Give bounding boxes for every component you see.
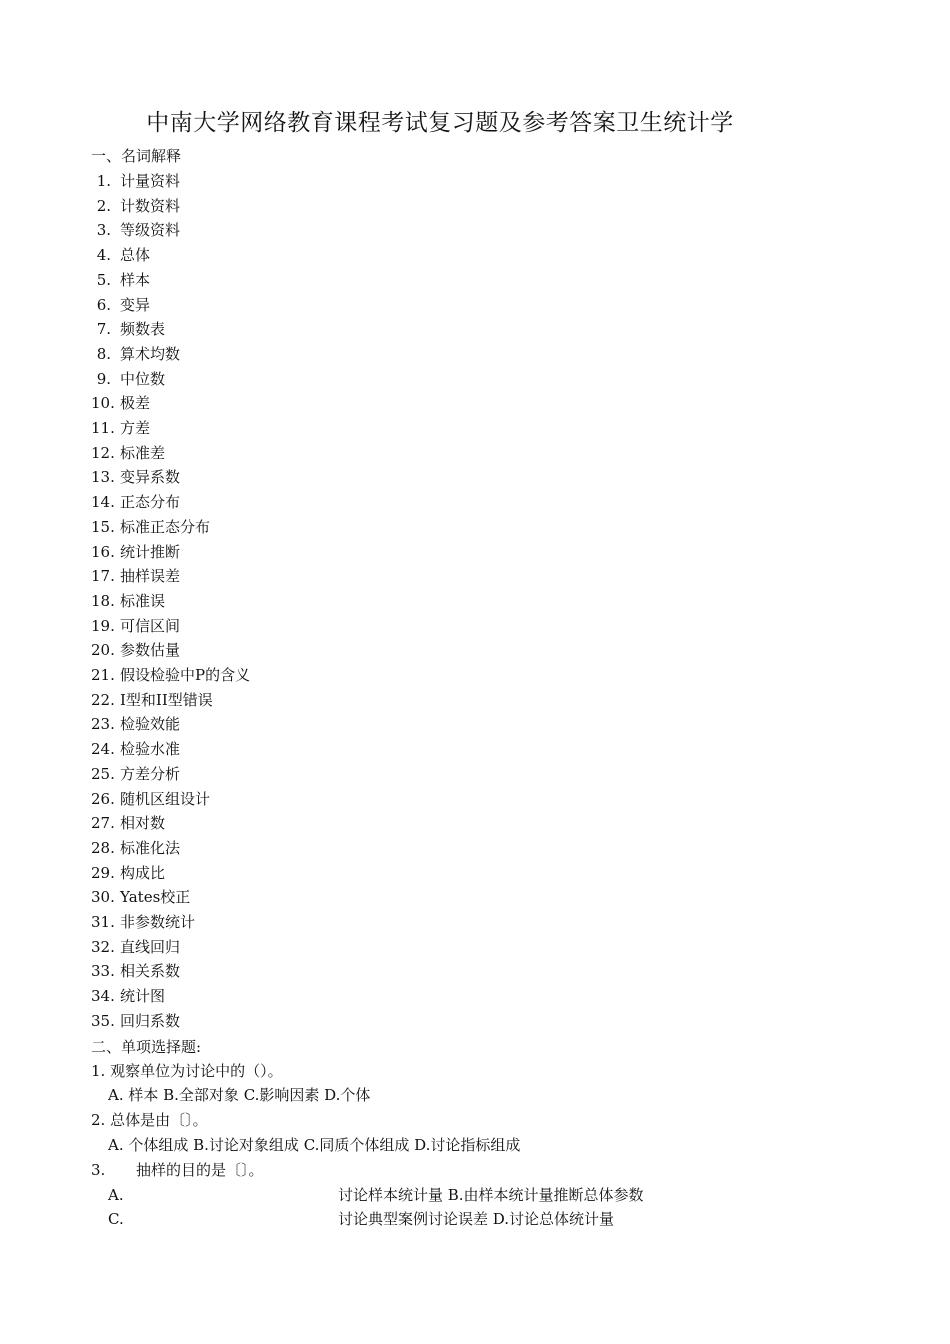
term-number: 34. <box>91 987 115 1006</box>
term-item <box>91 418 150 438</box>
term-text: 标准误 <box>120 591 166 610</box>
term-text: 正态分布 <box>120 493 181 512</box>
term-item <box>91 961 180 981</box>
term-item <box>91 245 150 265</box>
term-item <box>91 319 165 339</box>
term-item <box>91 813 165 833</box>
term-text: 变异系数 <box>120 468 181 487</box>
term-item <box>91 1011 180 1031</box>
term-text: 统计推断 <box>120 542 181 561</box>
term-number: 5. <box>96 270 111 289</box>
question-3-option-c-text: 讨论典型案例讨论误差 D.讨论总体统计量 <box>338 1210 615 1228</box>
term-item <box>91 591 165 611</box>
term-text: 检验水准 <box>120 740 181 759</box>
term-item <box>91 344 180 364</box>
term-number: 9. <box>96 369 111 388</box>
term-number: 22. <box>91 690 115 709</box>
term-text: 构成比 <box>120 863 166 882</box>
term-text: 标准差 <box>120 443 166 462</box>
term-number: 10. <box>91 394 115 413</box>
term-number: 21. <box>91 666 115 684</box>
term-number: 16. <box>91 542 115 561</box>
term-text: 相对数 <box>120 814 166 833</box>
document-title: 中南大学网络教育课程考试复习题及参考答案卫生统计学 <box>146 110 734 136</box>
term-text: 变异 <box>120 295 151 314</box>
term-text: 计量资料 <box>120 172 181 190</box>
term-text: 参数估量 <box>120 641 181 660</box>
term-number: 1. <box>96 172 111 190</box>
term-text: 直线回归 <box>120 937 181 956</box>
term-item <box>91 640 180 660</box>
term-item <box>91 171 180 191</box>
term-item <box>91 863 165 883</box>
term-item <box>91 220 180 240</box>
term-text: 可信区间 <box>120 616 181 635</box>
term-number: 11. <box>91 419 115 437</box>
term-item <box>91 542 180 562</box>
term-number: 35. <box>91 1011 115 1030</box>
term-number: 26. <box>91 789 115 808</box>
question-3-option-c-label: C. <box>108 1210 124 1228</box>
term-number: 24. <box>91 740 115 759</box>
question-2-stem: 2. 总体是由〔〕。 <box>91 1111 208 1129</box>
term-text: 回归系数 <box>120 1011 181 1030</box>
question-3-option-a-label: A. <box>108 1186 124 1204</box>
term-text: 样本 <box>120 270 151 289</box>
term-item <box>91 467 180 487</box>
question-3-stem: 抽样的目的是〔〕。 <box>136 1161 264 1179</box>
term-text: 频数表 <box>120 320 166 339</box>
term-text: 抽样误差 <box>120 567 181 586</box>
question-1-options: A. 样本 B.全部对象 C.影响因素 D.个体 <box>108 1086 371 1104</box>
term-text: 标准化法 <box>120 838 181 857</box>
term-item <box>91 566 180 586</box>
term-item <box>91 443 165 463</box>
term-number: 12. <box>91 443 115 462</box>
term-number: 2. <box>96 196 111 215</box>
term-text: 随机区组设计 <box>120 789 211 808</box>
term-number: 30. <box>91 888 115 907</box>
term-number: 20. <box>91 641 115 660</box>
term-text: 统计图 <box>120 987 166 1006</box>
term-number: 15. <box>91 517 115 536</box>
section-heading-choice: 二、单项选择题: <box>91 1038 202 1056</box>
term-number: 8. <box>96 344 111 363</box>
term-text: 方差分析 <box>120 764 181 783</box>
term-number: 3. <box>96 221 111 240</box>
term-number: 33. <box>91 962 115 981</box>
question-3-option-a-text: 讨论样本统计量 B.由样本统计量推断总体参数 <box>338 1186 644 1204</box>
term-item <box>91 295 150 315</box>
term-number: 29. <box>91 863 115 882</box>
term-item <box>91 739 180 759</box>
term-number: 23. <box>91 715 115 734</box>
term-item <box>91 393 150 413</box>
term-text: 检验效能 <box>120 715 181 734</box>
term-number: 27. <box>91 814 115 833</box>
term-number: 28. <box>91 838 115 857</box>
term-number: 14. <box>91 493 115 512</box>
question-1-stem: 1. 观察单位为讨论中的（）。 <box>91 1062 283 1080</box>
term-text: 计数资料 <box>120 196 181 215</box>
term-text: Yates校正 <box>120 888 191 907</box>
term-text: 中位数 <box>120 369 166 388</box>
term-item <box>91 714 180 734</box>
section-heading-terms: 一、名词解释 <box>91 147 182 165</box>
question-2-options: A. 个体组成 B.讨论对象组成 C.同质个体组成 D.讨论指标组成 <box>108 1136 521 1154</box>
term-item <box>91 838 180 858</box>
term-item <box>91 369 165 389</box>
term-item <box>91 986 165 1006</box>
term-number: 25. <box>91 764 115 783</box>
term-item <box>91 665 250 685</box>
term-text: 等级资料 <box>120 221 181 240</box>
term-number: 32. <box>91 937 115 956</box>
term-text: 极差 <box>120 394 151 413</box>
term-text: 非参数统计 <box>120 913 196 931</box>
term-number: 4. <box>96 246 111 265</box>
term-item <box>91 937 180 957</box>
term-text: 方差 <box>120 419 151 437</box>
term-text: 相关系数 <box>120 962 181 981</box>
term-item <box>91 764 180 784</box>
term-number: 18. <box>91 591 115 610</box>
term-text: 总体 <box>120 246 151 265</box>
term-item <box>91 912 195 932</box>
term-text: 算术均数 <box>120 344 181 363</box>
term-item <box>91 517 210 537</box>
term-text: 标准正态分布 <box>120 517 211 536</box>
term-item <box>91 690 213 710</box>
term-text: I型和II型错误 <box>120 690 213 709</box>
term-number: 17. <box>91 567 115 586</box>
term-item <box>91 196 180 216</box>
question-3-number: 3. <box>91 1161 106 1179</box>
term-item <box>91 616 180 636</box>
term-number: 19. <box>91 616 115 635</box>
term-item <box>91 492 180 512</box>
term-number: 31. <box>91 913 115 931</box>
term-number: 6. <box>96 295 111 314</box>
term-number: 7. <box>96 320 111 339</box>
term-item <box>91 270 150 290</box>
term-item <box>91 887 190 907</box>
term-item <box>91 789 210 809</box>
term-text: 假设检验中P的含义 <box>120 666 251 684</box>
term-number: 13. <box>91 468 115 487</box>
